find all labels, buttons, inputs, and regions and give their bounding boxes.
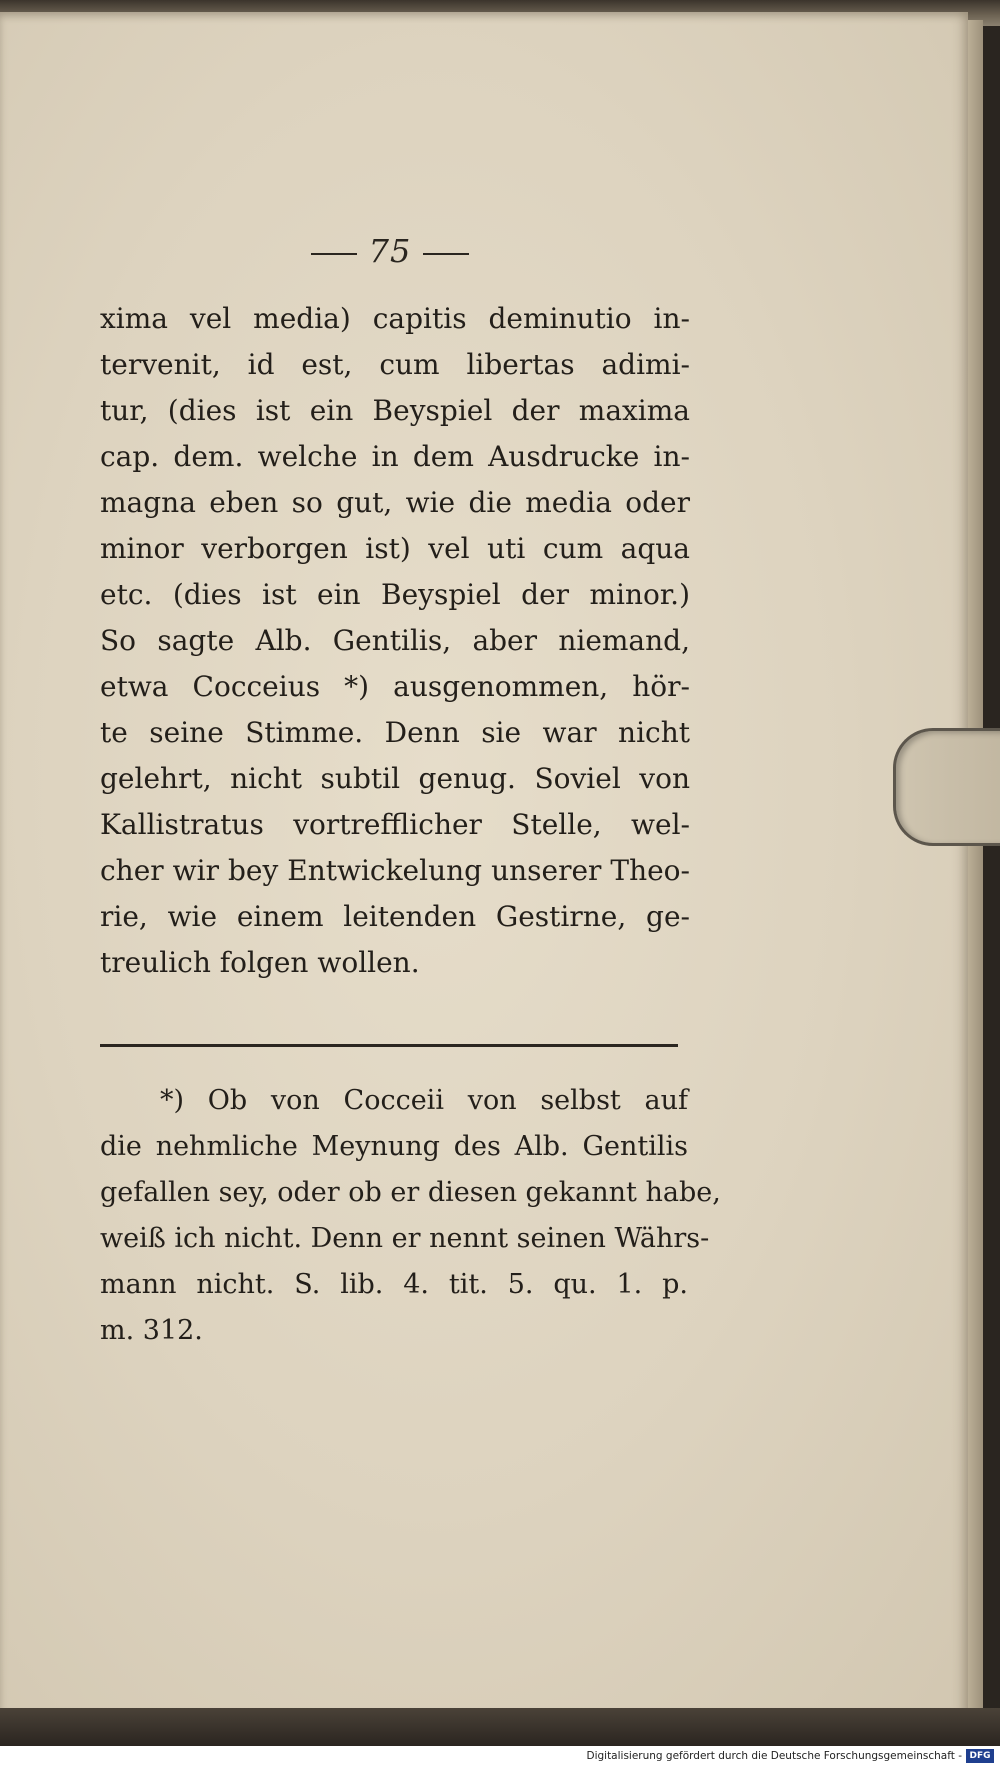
footnote-line: die nehmliche Meynung des Alb. Gentilis	[100, 1131, 688, 1162]
body-line: minor verborgen ist) vel uti cum aqua	[100, 532, 690, 565]
footnote-separator-rule	[100, 1044, 678, 1047]
body-line: cap. dem. welche in dem Ausdrucke in-	[100, 440, 690, 473]
body-line: etwa Cocceius *) ausgenommen, hör-	[100, 670, 690, 703]
body-line: Kallistratus vortrefflicher Stelle, wel-	[100, 808, 690, 841]
page-number	[280, 232, 500, 270]
book-clasp	[893, 728, 1000, 846]
book-bottom-edge	[0, 1708, 1000, 1746]
body-line: etc. (dies ist ein Beyspiel der minor.)	[100, 578, 690, 611]
body-text	[100, 296, 690, 986]
footnote-line: *) Ob von Cocceii von selbst auf	[160, 1085, 688, 1116]
dfg-logo-icon: DFG	[966, 1749, 994, 1763]
digitization-credit: Digitalisierung gefördert durch die Deutsche Forschungsgemeinschaft -	[586, 1750, 962, 1762]
body-line: cher wir bey Entwickelung unserer Theo-	[100, 854, 690, 887]
body-line: te seine Stimme. Denn sie war nicht	[100, 716, 690, 749]
body-line: magna eben so gut, wie die media oder	[100, 486, 690, 519]
body-line: rie, wie einem leitenden Gestirne, ge-	[100, 900, 690, 933]
body-line: So sagte Alb. Gentilis, aber niemand,	[100, 624, 690, 657]
footnote-line: gefallen sey, oder ob er diesen gekannt habe,	[100, 1177, 721, 1208]
body-line: tervenit, id est, cum libertas adimi-	[100, 348, 690, 381]
body-line-last: treulich folgen wollen.	[100, 946, 420, 979]
body-line: gelehrt, nicht subtil genug. Soviel von	[100, 762, 690, 795]
body-line: xima vel media) capitis deminutio in-	[100, 302, 690, 335]
footnote	[100, 1078, 721, 1354]
footnote-line: weiß ich nicht. Denn er nennt seinen Währs-	[100, 1223, 710, 1254]
footnote-line-last: m. 312.	[100, 1315, 203, 1346]
footnote-line: mann nicht. S. lib. 4. tit. 5. qu. 1. p.	[100, 1269, 688, 1300]
page-number-dash-right	[423, 253, 469, 255]
body-line: tur, (dies ist ein Beyspiel der maxima	[100, 394, 690, 427]
page-number-value: 75	[368, 232, 412, 270]
page-number-dash-left	[311, 253, 357, 255]
